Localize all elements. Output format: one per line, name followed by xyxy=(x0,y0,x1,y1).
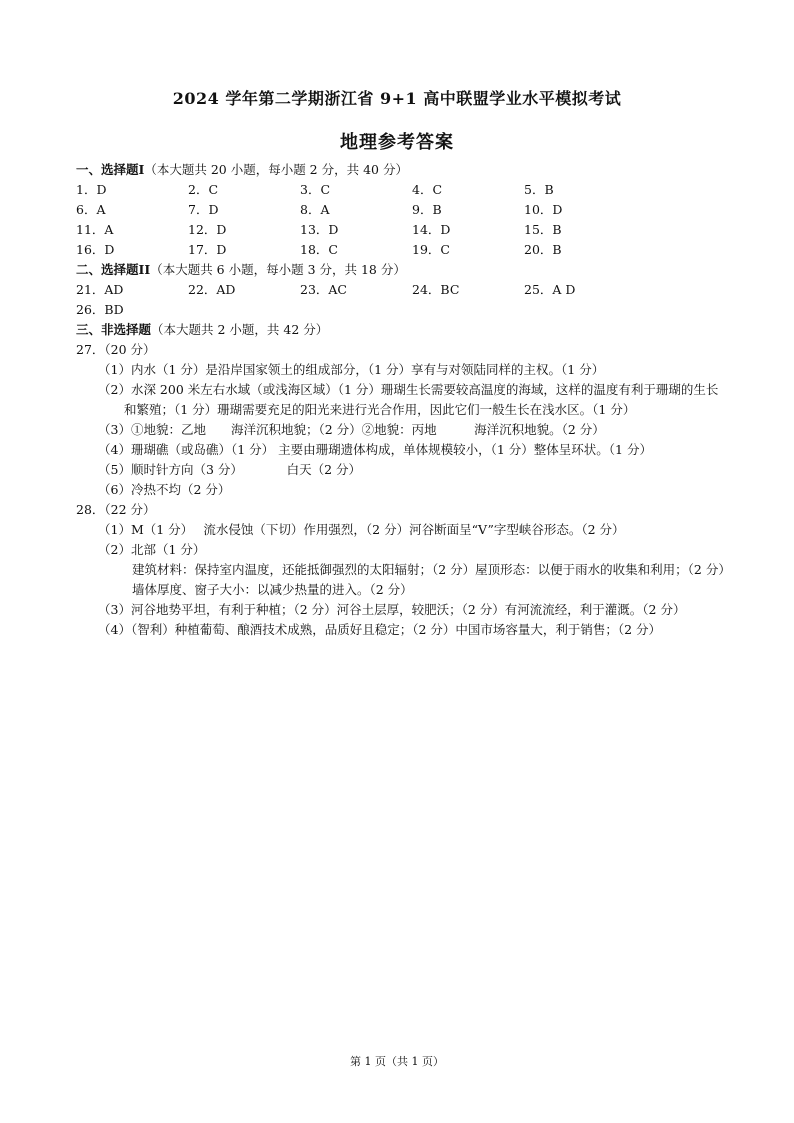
answer-cell: 20．B xyxy=(524,242,562,257)
question-27-part-3: （3）①地貌：乙地 海洋沉积地貌；（2 分）②地貌：丙地 海洋沉积地貌。（2 分） xyxy=(98,422,605,437)
answer-content xyxy=(76,160,726,640)
answer-cell: 17．D xyxy=(188,242,227,257)
answer-cell: 6．A xyxy=(76,202,106,217)
answer-cell: 23．AC xyxy=(300,282,347,297)
answer-cell: 15．B xyxy=(524,222,562,237)
question-27-part-2: （2）水深 200 米左右水域（或浅海区域）（1 分）珊瑚生长需要较高温度的海域，这样的温度有利于珊瑚的生长和繁殖；（1 分）珊瑚需要充足的阳光来进行光合作用，因此它们一般生长在浅水区。（1 分） xyxy=(98,382,719,417)
section-3-heading xyxy=(76,320,726,340)
answer-cell: 18．C xyxy=(300,242,338,257)
question-28-heading: 28．（22 分） xyxy=(76,502,156,517)
page-footer: 第 1 页（共 1 页） xyxy=(350,1055,444,1068)
question-28-part-2-detail: 建筑材料：保持室内温度，还能抵御强烈的太阳辐射；（2 分）屋顶形态：以便于雨水的收集和利用；（2 分）墙体厚度、窗子大小：以减少热量的进入。（2 分） xyxy=(132,562,725,597)
answer-cell: 16．D xyxy=(76,242,115,257)
answer-cell: 4．C xyxy=(412,182,443,197)
answer-cell: 21．AD xyxy=(76,282,124,297)
section-1-note: （本大题共 20 小题，每小题 2 分，共 40 分） xyxy=(144,162,408,177)
answer-cell: 24．BC xyxy=(412,282,460,297)
document-subtitle: 地理参考答案 xyxy=(340,132,454,153)
answer-cell: 11．A xyxy=(76,222,114,237)
question-28-part-2: （2）北部（1 分） xyxy=(98,542,206,557)
question-27-heading: 27．（20 分） xyxy=(76,342,156,357)
answer-cell: 10．D xyxy=(524,202,563,217)
answer-cell: 26．BD xyxy=(76,302,124,317)
section-1-heading xyxy=(76,160,726,180)
answer-row xyxy=(76,300,726,320)
question-28-part-4: （4）（智利）种植葡萄、酿酒技术成熟，品质好且稳定；（2 分）中国市场容量大，利于销售；（2 分） xyxy=(98,622,662,637)
section-2-note: （本大题共 6 小题，每小题 3 分，共 18 分） xyxy=(150,262,406,277)
answer-cell: 2．C xyxy=(188,182,219,197)
answer-cell: 13．D xyxy=(300,222,339,237)
section-3-title: 三、非选择题 xyxy=(76,322,152,337)
question-28-part-3: （3）河谷地势平坦，有利于种植；（2 分）河谷土层厚，较肥沃；（2 分）有河流流经，利于灌溉。（2 分） xyxy=(98,602,686,617)
question-27-part-1: （1）内水（1 分）是沿岸国家领土的组成部分，（1 分）享有与对领陆同样的主权。（1 分） xyxy=(98,362,605,377)
answer-cell: 12．D xyxy=(188,222,227,237)
section-2-title: 二、选择题II xyxy=(76,262,151,277)
question-27-part-6: （6）冷热不均（2 分） xyxy=(98,482,231,497)
document-title: 2024 学年第二学期浙江省 9+1 高中联盟学业水平模拟考试 xyxy=(172,89,622,108)
answer-cell: 14．D xyxy=(412,222,451,237)
answer-row xyxy=(76,180,726,200)
answer-row xyxy=(76,280,726,300)
answer-cell: 19．C xyxy=(412,242,450,257)
answer-cell: 8．A xyxy=(300,202,330,217)
question-28-part-1: （1）M（1 分） 流水侵蚀（下切）作用强烈，（2 分）河谷断面呈“V”字型峡谷形态。（2 分） xyxy=(98,522,625,537)
answer-cell: 5．B xyxy=(524,182,554,197)
answer-cell: 25．A D xyxy=(524,282,576,297)
answer-cell: 7．D xyxy=(188,202,219,217)
question-27-part-4: （4）珊瑚礁（或岛礁）（1 分） 主要由珊瑚遗体构成，单体规模较小，（1 分）整体呈环状。（1 分） xyxy=(98,442,652,457)
answer-cell: 1．D xyxy=(76,182,107,197)
question-27-part-5: （5）顺时针方向（3 分） 白天（2 分） xyxy=(98,462,362,477)
answer-row xyxy=(76,220,726,240)
section-1-title: 一、选择题I xyxy=(76,162,145,177)
answer-cell: 9．B xyxy=(412,202,442,217)
answer-cell: 3．C xyxy=(300,182,331,197)
section-3-note: （本大题共 2 小题，共 42 分） xyxy=(151,322,329,337)
section-2-heading xyxy=(76,260,726,280)
answer-cell: 22．AD xyxy=(188,282,236,297)
answer-row xyxy=(76,240,726,260)
answer-row xyxy=(76,200,726,220)
